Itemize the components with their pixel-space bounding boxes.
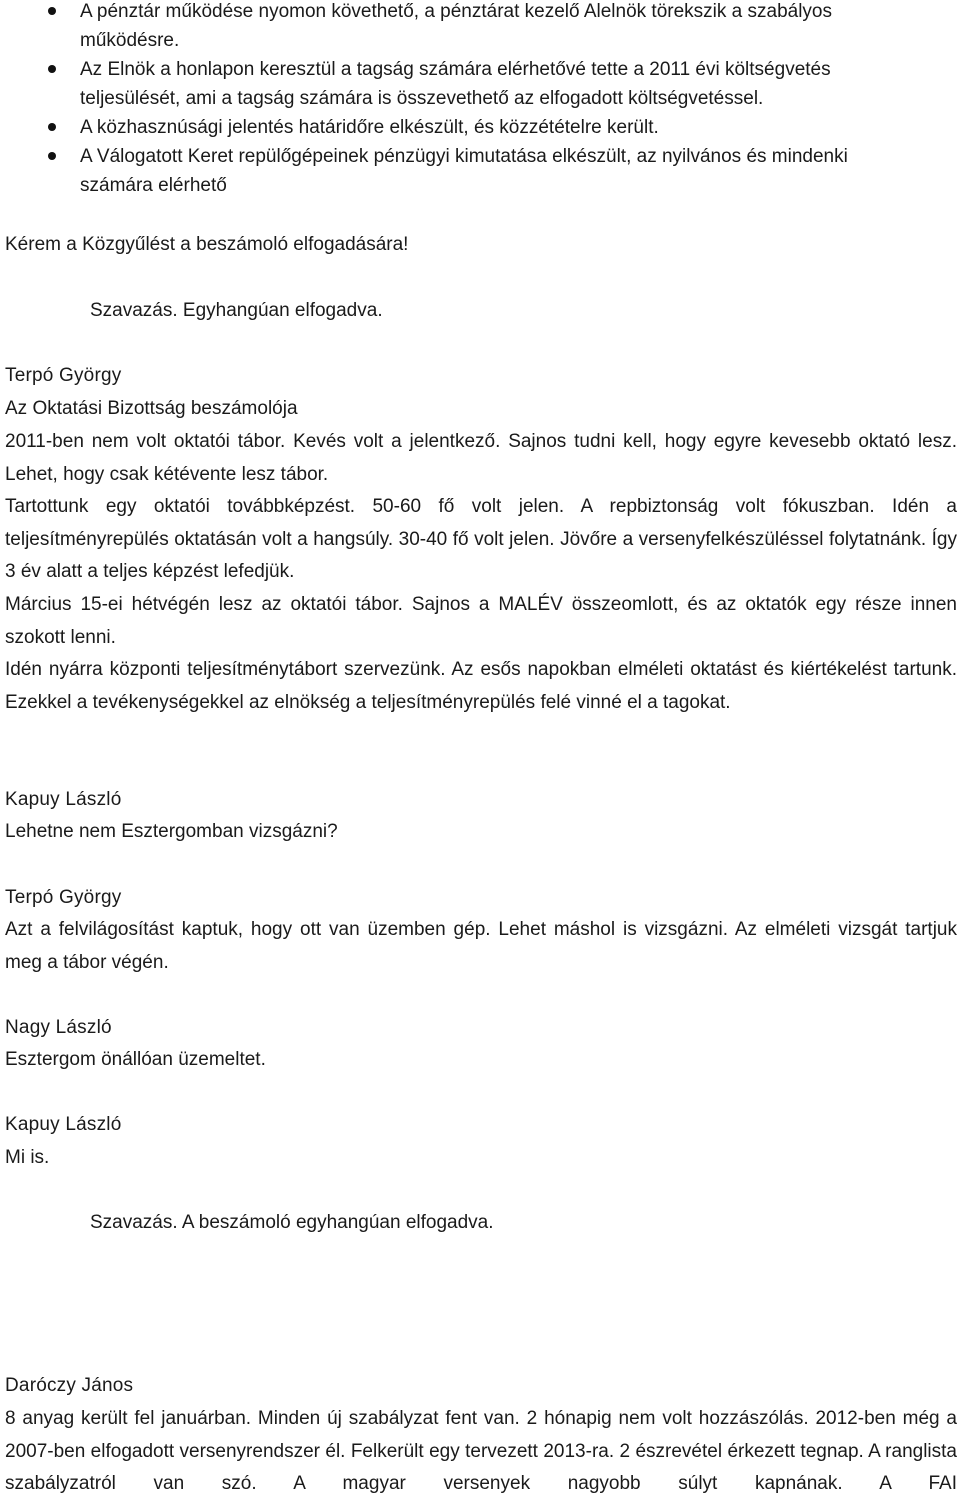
vote-result: Szavazás. Egyhangúan elfogadva. — [90, 300, 383, 321]
report-title: Az Oktatási Bizottság beszámolója — [5, 398, 298, 419]
paragraph: 2011-ben nem volt oktatói tábor. Kevés volt a jelentkező. Sajnos tudni kell, hogy egyre kevesebb oktató lesz. Lehet, hogy csak kétévente lesz tábor. — [5, 431, 957, 485]
speaker-name: Daróczy János — [5, 1375, 134, 1396]
bullet-item: A közhasznúsági jelentés határidőre elkészült, és közzétételre került. — [0, 113, 960, 142]
speaker-name: Terpó György — [5, 887, 122, 908]
bullet-list — [0, 0, 960, 200]
paragraph: 8 anyag került fel januárban. Minden új szabályzat fent van. 2 hónapig nem volt hozzászólás. 2012-ben még a 2007-ben elfogadott versenyrendszer él. Felkerült egy tervezett 2013-ra. 2 észrevétel érkezett tegnap. A ranglista szabályzatról van szó. A magyar versenyek nagyobb súlyt kapnának. A FAI — [5, 1408, 957, 1495]
paragraph: Idén nyárra központi teljesítménytábort szervezünk. Az esős napokban elméleti oktatást és kiértékelést tartunk. Ezekkel a tevékenységekkel az elnökség a teljesítményrepülés felé vinné el a tagokat. — [5, 659, 957, 713]
request-text: Kérem a Közgyűlést a beszámoló elfogadására! — [5, 234, 409, 255]
speaker-name: Kapuy László — [5, 789, 122, 810]
question-text: Lehetne nem Esztergomban vizsgázni? — [5, 821, 338, 842]
answer-text: Azt a felvilágosítást kaptuk, hogy ott van üzemben gép. Lehet máshol is vizsgázni. Az elméleti vizsgát tartjuk meg a tábor végén. — [5, 919, 957, 973]
speaker-name: Nagy László — [5, 1017, 112, 1038]
vote-result: Szavazás. A beszámoló egyhangúan elfogadva. — [90, 1212, 494, 1233]
bullet-item: A pénztár működése nyomon követhető, a pénztárat kezelő Alelnök törekszik a szabályos működésre. — [0, 0, 960, 55]
paragraph: Március 15-ei hétvégén lesz az oktatói tábor. Sajnos a MALÉV összeomlott, és az oktatók egy része innen szokott lenni. — [5, 594, 957, 648]
answer-text: Esztergom önállóan üzemeltet. — [5, 1049, 266, 1070]
speaker-name: Terpó György — [5, 365, 122, 386]
paragraph: Tartottunk egy oktatói továbbképzést. 50-60 fő volt jelen. A repbiztonság volt fókuszban. Idén a teljesítményrepülés oktatásán volt a hangsúly. 30-40 fő volt jelen. Jövőre a versenyfelkészüléssel folytatnánk. Így 3 év alatt a teljes képzést lefedjük. — [5, 496, 957, 583]
bullet-item: Az Elnök a honlapon keresztül a tagság számára elérhetővé tette a 2011 évi költségvetés teljesülését, ami a tagság számára is összevethető az elfogadott költségvetéssel. — [0, 55, 960, 113]
bullet-item: A Válogatott Keret repülőgépeinek pénzügyi kimutatása elkészült, az nyilvános és mindenki számára elérhető — [0, 142, 960, 200]
speaker-name: Kapuy László — [5, 1114, 122, 1135]
answer-text: Mi is. — [5, 1147, 50, 1168]
